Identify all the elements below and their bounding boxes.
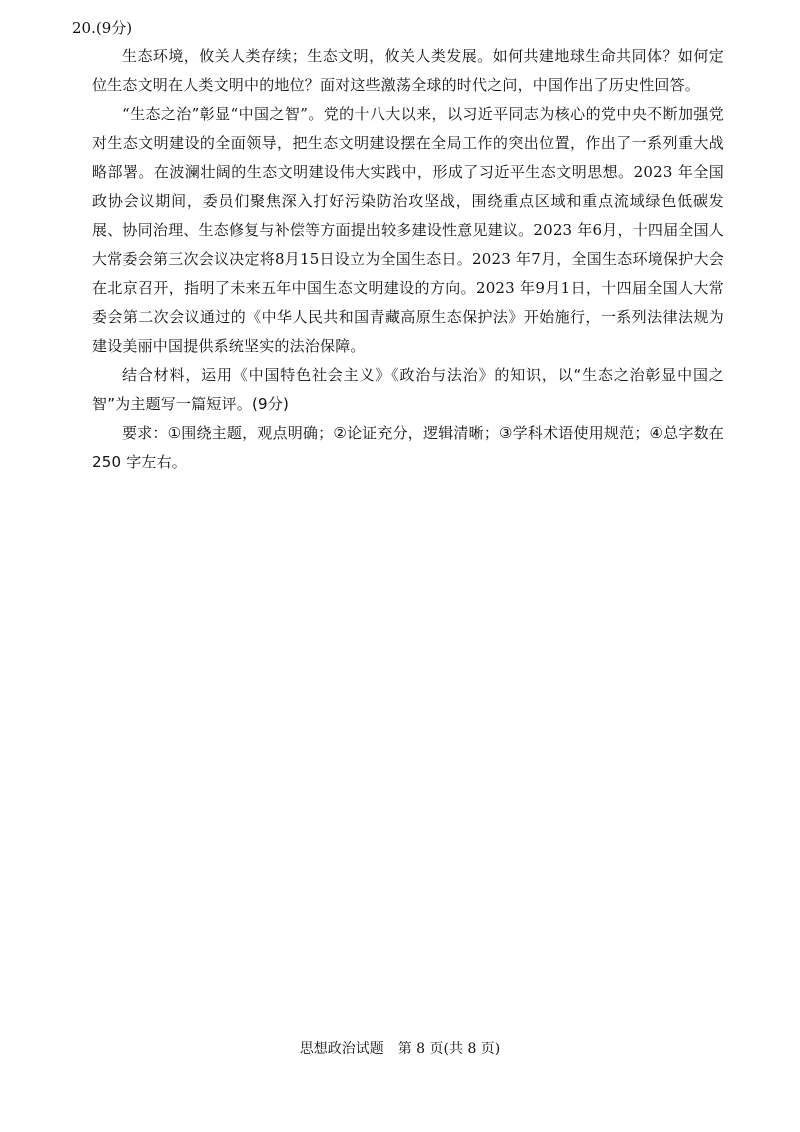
question-body: [92, 42, 724, 477]
task-instruction-paragraph: 结合材料，运用《中国特色社会主义》《政治与法治》的知识，以“生态之治彰显中国之智”为主题写一篇短评。(9分): [92, 366, 724, 413]
requirements-paragraph: 要求：①围绕主题，观点明确；②论证充分，逻辑清晰；③学科术语使用规范；④总字数在 250 字左右。: [92, 424, 724, 471]
material-intro-paragraph: 生态环境，攸关人类存续；生态文明，攸关人类发展。如何共建地球生命共同体？如何定位生态文明在人类文明中的地位？面对这些激荡全球的时代之问，中国作出了历史性回答。: [92, 47, 724, 94]
page-footer: 思想政治试题 第 8 页(共 8 页): [299, 1041, 501, 1057]
question-number: 20.(9分): [72, 19, 133, 37]
material-main-paragraph: “生态之治”彰显“中国之智”。党的十八大以来，以习近平同志为核心的党中央不断加强党对生态文明建设的全面领导，把生态文明建设摆在全局工作的突出位置，作出了一系列重大战略部署。在波澜壮阔的生态文明建设伟大实践中，形成了习近平生态文明思想。2023 年全国政协会议期间，委员们聚焦深入打好污染防治攻坚战，围绕重点区域和重点流域绿色低碳发展、协同治理、生态修复与补偿等方面提出较多建设性意见建议。2023 年6月，十四届全国人大常委会第三次会议决定将8月15日设立为全国生态日。2023 年7月，全国生态环境保护大会在北京召开，指明了未来五年中国生态文明建设的方向。2023 年9月1日，十四届全国人大常委会第二次会议通过的《中华人民共和国青藏高原生态保护法》开始施行，一系列法律法规为建设美丽中国提供系统坚实的法治保障。: [92, 105, 724, 355]
